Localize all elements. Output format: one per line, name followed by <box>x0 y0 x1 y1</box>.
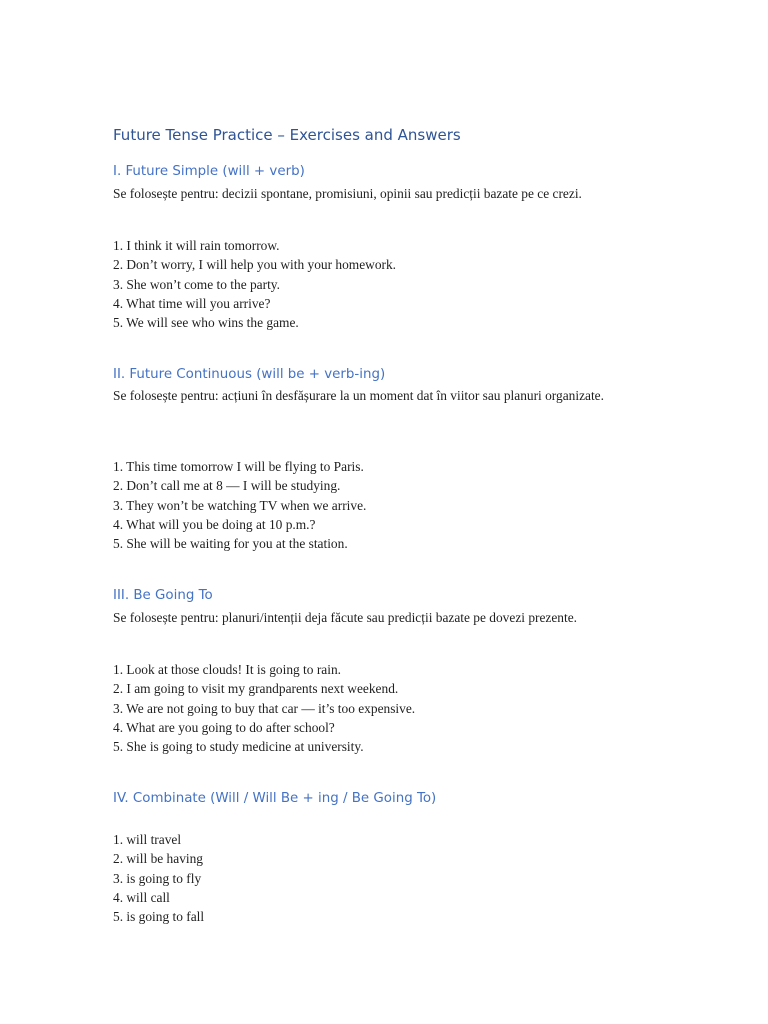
answer-list-be-going-to <box>113 660 415 756</box>
section-heading-be-going-to: III. Be Going To <box>113 588 213 603</box>
list-item: 5. We will see who wins the game. <box>113 315 299 331</box>
section-description-future-continuous: Se folosește pentru: acțiuni în desfășurare la un moment dat în viitor sau planuri organizate. <box>113 388 604 403</box>
list-item: 5. is going to fall <box>113 909 205 925</box>
list-item: 3. She won’t come to the party. <box>113 276 280 292</box>
list-item: 5. She will be waiting for you at the station. <box>113 536 348 552</box>
list-item: 1. This time tomorrow I will be flying to Paris. <box>113 459 364 474</box>
list-item: 1. Look at those clouds! It is going to rain. <box>113 662 341 677</box>
list-item: 2. Don’t worry, I will help you with your homework. <box>113 257 397 273</box>
list-item: 4. What will you be doing at 10 p.m.? <box>113 516 316 532</box>
list-item: 3. We are not going to buy that car — it’s too expensive. <box>113 700 416 716</box>
list-item: 4. What time will you arrive? <box>113 295 271 311</box>
list-item: 1. will travel <box>113 832 182 847</box>
list-item: 4. What are you going to do after school? <box>113 719 335 735</box>
answer-list-future-simple <box>113 236 396 332</box>
list-item: 5. She is going to study medicine at university. <box>113 739 364 755</box>
answer-list-future-continuous <box>113 457 366 553</box>
list-item: 4. will call <box>113 889 170 905</box>
section-heading-future-continuous: II. Future Continuous (will be + verb-ing) <box>113 367 386 382</box>
section-description-be-going-to: Se folosește pentru: planuri/intenții deja făcute sau predicții bazate pe dovezi prezente. <box>113 610 578 625</box>
list-item: 3. They won’t be watching TV when we arrive. <box>113 497 367 513</box>
section-heading-future-simple: I. Future Simple (will + verb) <box>113 164 305 179</box>
document-title: Future Tense Practice – Exercises and Answers <box>113 126 461 144</box>
section-heading-combinate: IV. Combinate (Will / Will Be + ing / Be Going To) <box>113 791 437 806</box>
list-item: 2. will be having <box>113 851 204 867</box>
section-description-future-simple: Se folosește pentru: decizii spontane, promisiuni, opinii sau predicții bazate pe ce crezi. <box>113 186 582 201</box>
list-item: 2. I am going to visit my grandparents next weekend. <box>113 681 399 697</box>
list-item: 3. is going to fly <box>113 870 202 886</box>
list-item: 2. Don’t call me at 8 — I will be studying. <box>113 478 341 494</box>
list-item: 1. I think it will rain tomorrow. <box>113 238 280 253</box>
answer-list-combinate <box>113 830 204 926</box>
